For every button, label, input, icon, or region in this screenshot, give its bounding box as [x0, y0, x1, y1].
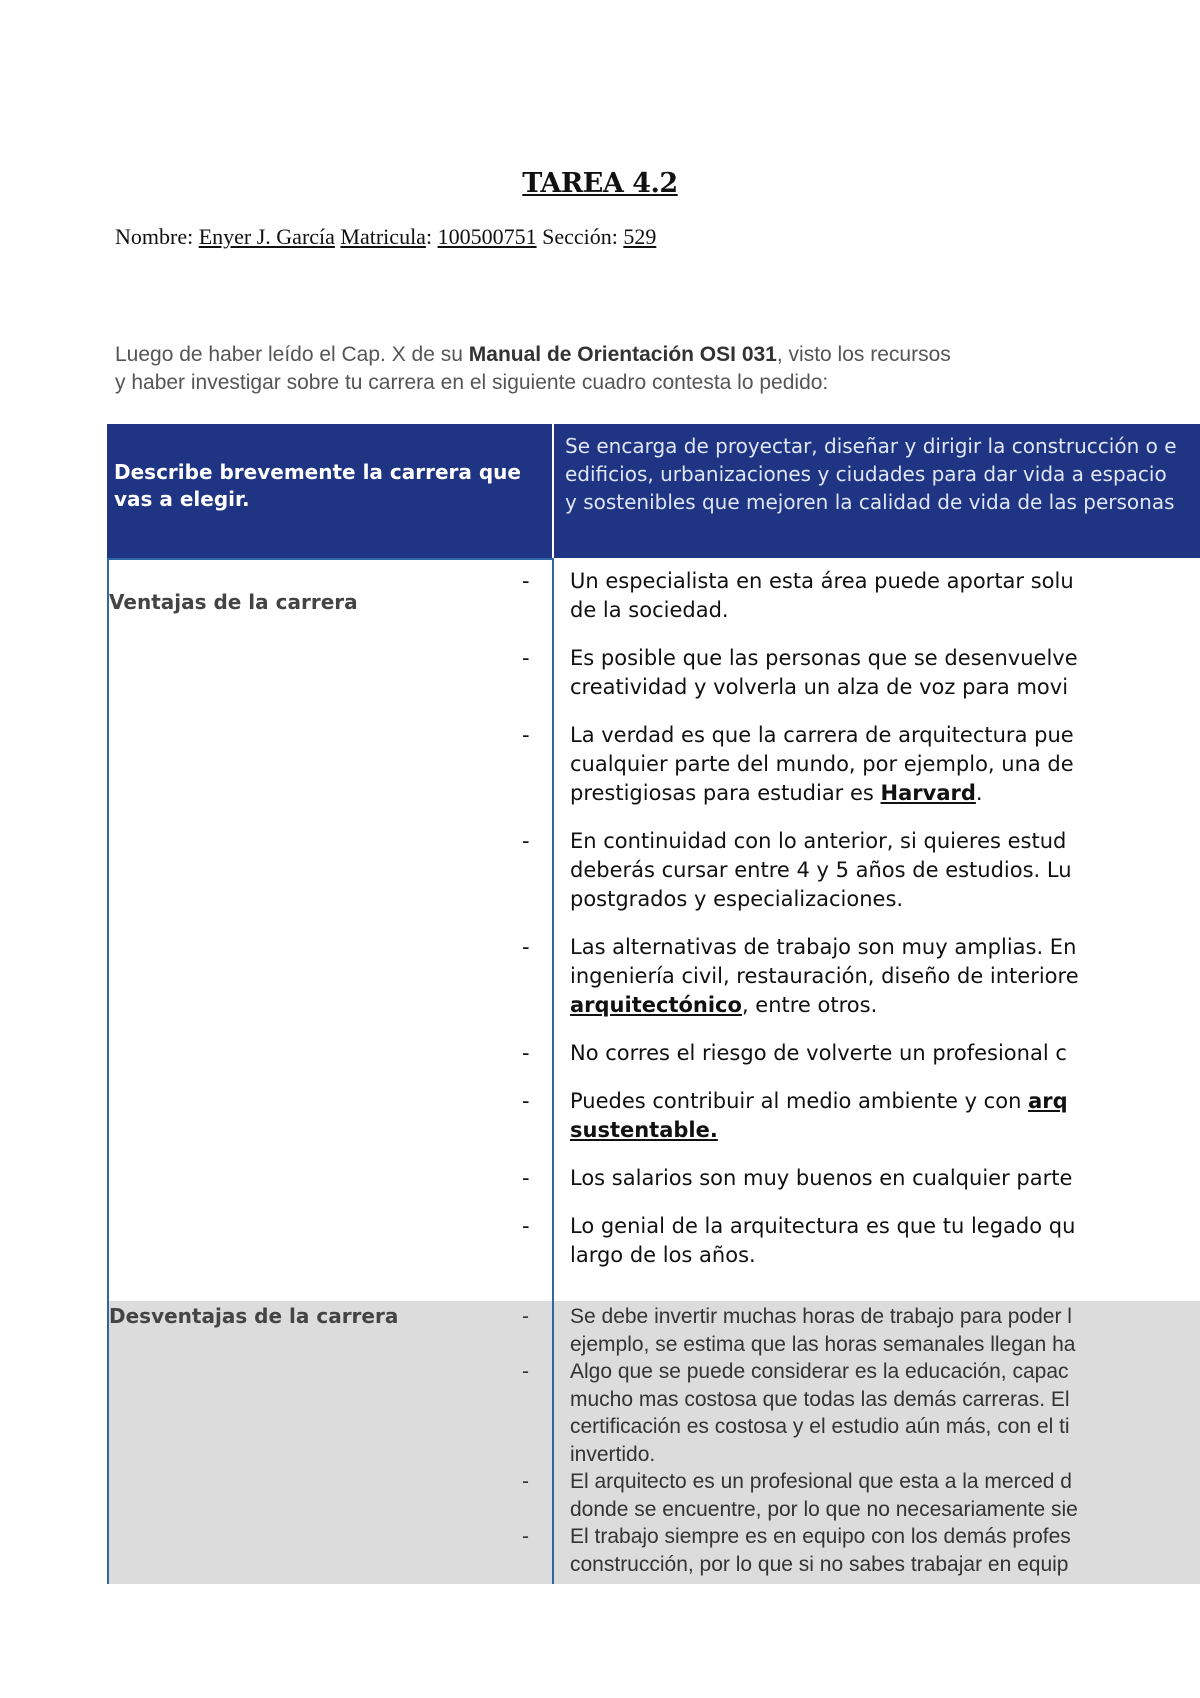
seccion-value: 529: [623, 224, 657, 249]
list-item: - Algo que se puede considerar es la educación, capac mucho mas costosa que todas las demás carreras. El certificación es costosa y el estudio aún más, con el ti invertido.: [522, 1360, 1070, 1466]
desventajas-list: [522, 1303, 1078, 1578]
page-title: TAREA 4.2: [522, 168, 678, 199]
arquitectura-link[interactable]: arq: [1028, 1089, 1068, 1113]
list-item: - Se debe invertir muchas horas de trabajo para poder l ejemplo, se estima que las horas semanales llegan ha: [522, 1305, 1076, 1356]
matricula-label: Matricula: [340, 224, 426, 249]
list-item: - El arquitecto es un profesional que esta a la merced d donde se encuentre, por lo que no necesariamente sie: [522, 1470, 1078, 1521]
list-item: - No corres el riesgo de volverte un profesional c: [522, 1041, 1067, 1065]
seccion-label: Sección:: [542, 224, 618, 249]
matricula-value: 100500751: [437, 224, 537, 249]
list-item: - Lo genial de la arquitectura es que tu legado qu largo de los años.: [522, 1214, 1076, 1267]
arquitectonico-link[interactable]: arquitectónico: [570, 993, 742, 1017]
list-item: - Las alternativas de trabajo son muy amplias. En ingeniería civil, restauración, diseño de interiore arquitectónico, entre otros.: [522, 935, 1079, 1017]
student-info: Nombre: Enyer J. García Matricula: 100500751 Sección: 529: [115, 224, 657, 249]
intro-text-2: , visto los recursos: [776, 343, 951, 366]
desventajas-label-cell: [107, 1301, 552, 1584]
intro-paragraph: [115, 341, 1115, 397]
list-item: - El trabajo siempre es en equipo con los demás profes construcción, por lo que si no sabes trabajar en equip: [522, 1525, 1071, 1576]
intro-text-1: Luego de haber leído el Cap. X de su: [115, 343, 469, 366]
list-item: - Es posible que las personas que se desenvuelve creatividad y volverla un alza de voz para movi: [522, 646, 1078, 699]
list-item: - Puedes contribuir al medio ambiente y con arq sustentable.: [522, 1089, 1068, 1142]
sustentable-link[interactable]: sustentable: [570, 1118, 710, 1142]
desventajas-label: Desventajas de la carrera: [109, 1304, 399, 1328]
name-label: Nombre:: [115, 224, 194, 249]
describe-answer-cell: [552, 424, 1200, 558]
student-name: Enyer J. García: [198, 224, 335, 249]
list-item: - Los salarios son muy buenos en cualquier parte: [522, 1166, 1073, 1190]
describe-header-cell: [107, 424, 552, 558]
ventajas-list: [522, 567, 1079, 1289]
intro-text-3: y haber investigar sobre tu carrera en el siguiente cuadro contesta lo pedido:: [115, 371, 829, 394]
describe-answer: Se encarga de proyectar, diseñar y dirigir la construcción o e edificios, urbanizaciones y ciudades para dar vida a espacio y sostenibles que mejoren la calidad de vida de las personas: [565, 434, 1177, 514]
list-item: - La verdad es que la carrera de arquitectura pue cualquier parte del mundo, por ejemplo, una de prestigiosas para estudiar es Harvard.: [522, 723, 1074, 805]
harvard-link[interactable]: Harvard: [880, 781, 976, 805]
list-item: - Un especialista en esta área puede aportar solu de la sociedad.: [522, 569, 1074, 622]
describe-label: Describe brevemente la carrera que vas a elegir.: [114, 460, 521, 511]
ventajas-label-cell: [107, 558, 552, 1301]
ventajas-label: Ventajas de la carrera: [109, 590, 358, 614]
manual-title: Manual de Orientación OSI 031: [468, 343, 777, 366]
list-item: - En continuidad con lo anterior, si quieres estud deberás cursar entre 4 y 5 años de estudios. Lu postgrados y especializaciones.: [522, 829, 1072, 911]
